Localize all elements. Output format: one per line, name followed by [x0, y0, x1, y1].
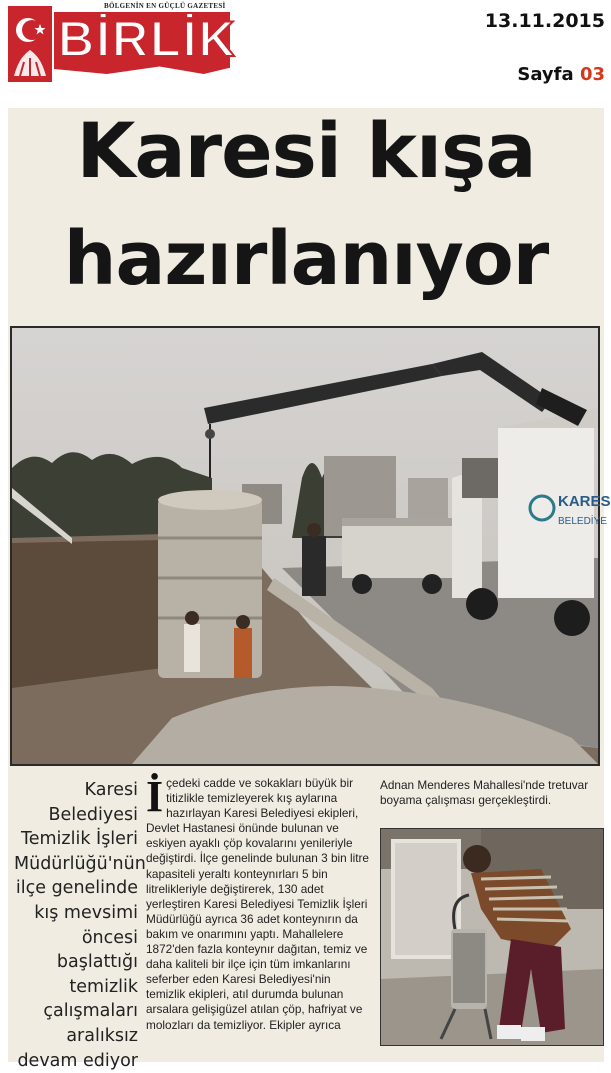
- photo-caption: Karesi Belediyesi Temizlik İşleri Müdürlüğü'nün ilçe genelinde kış mevsimi öncesi başlattığı temizlik çalışmaları aralıksız devam ediyor: [14, 780, 146, 1071]
- article-body-text: çedeki cadde ve sokakları büyük bir titizlikle temizleyerek kış aylarına hazırlayan Karesi Belediyesi ekipleri, Devlet Hastanesi önünde bulunan ve eskiyen ayaklı çöp kovalarını yenileriyle değiştirdi. İlçe genelinde bulunan 3 bin litre kapasiteli yeraltı konteynırları 5 bin litrelikleriyle değiştirerek, 130 adet yerleştiren Karesi Belediyesi Temizlik İşleri Müdürlüğü ayrıca 36 adet konteynırın da bakım ve onarımını yaptı. Mahallelere 1872'den fazla konteynır dağıtan, temiz ve daha kaliteli bir ilçe için tüm imkanlarını seferber eden Karesi Belediyesi'nin temizlik ekipleri, atıl durumda bulunan arsalara gelişigüzel atılan çöp, hafriyat ve molozları da temizliyor. Ekipler ayrıca: [146, 776, 369, 1032]
- crescent-star-emblem-icon: [8, 6, 52, 82]
- page-label: Sayfa: [517, 64, 574, 85]
- page-number: [517, 64, 605, 85]
- drop-cap: İ: [146, 772, 164, 821]
- headline-line-2: hazırlanıyor: [63, 216, 549, 302]
- svg-text:KARES: KARES: [558, 493, 611, 510]
- newspaper-logo: [8, 2, 237, 82]
- publication-date: 13.11.2015: [484, 10, 605, 32]
- masthead-tagline: BÖLGENİN EN GÜÇLÜ GAZETESİ: [104, 2, 226, 10]
- svg-text:BELEDİYE: BELEDİYE: [558, 516, 607, 527]
- headline-line-1: Karesi kışa: [76, 106, 536, 195]
- article-body: [146, 772, 372, 1033]
- article-body-col2: Adnan Menderes Mahallesi'nde tretuvar boyama çalışması gerçekleştirdi.: [380, 778, 589, 808]
- second-photo: [380, 828, 604, 1046]
- masthead-name: BİRLİK: [58, 11, 237, 67]
- page-number-value: 03: [579, 64, 605, 85]
- main-photo: [10, 326, 611, 766]
